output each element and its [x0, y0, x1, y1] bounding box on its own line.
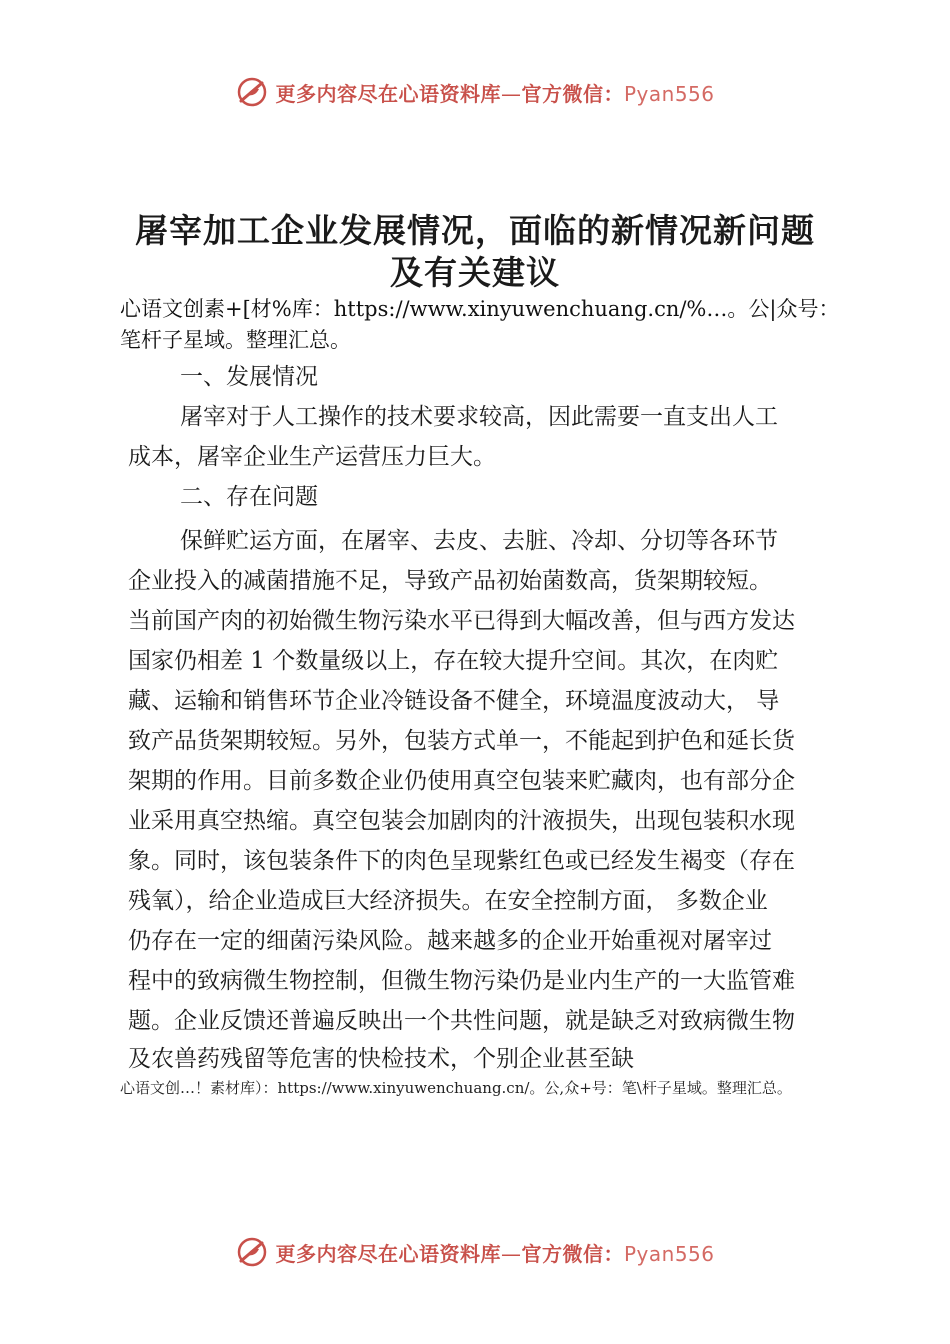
paragraph-line: 象。同时，该包装条件下的肉色呈现紫红色或已经发生褐变（存在 [128, 848, 795, 874]
paragraph-line: 题。企业反馈还普遍反映出一个共性问题，就是缺乏对致病微生物 [128, 1008, 795, 1034]
paragraph-line: 保鲜贮运方面，在屠宰、去皮、去脏、冷却、分切等各环节 [180, 528, 778, 554]
paragraph-line: 当前国产肉的初始微生物污染水平已得到大幅改善，但与西方发达 [128, 608, 795, 634]
top-watermark-banner [0, 72, 950, 112]
section-heading-development: 一、发展情况 [180, 364, 318, 390]
banner-dash: — [500, 81, 522, 106]
banner-wechat-label: 官方微信： [521, 1241, 624, 1266]
banner-text [275, 78, 714, 107]
bottom-watermark-banner [0, 1232, 950, 1272]
brand-logo-icon [235, 75, 269, 109]
document-title [60, 210, 890, 294]
banner-wechat-id: Pyan556 [623, 1241, 715, 1266]
paragraph-line: 藏、运输和销售环节企业冷链设备不健全，环境温度波动大， 导 [128, 688, 780, 714]
footer-source-note: 心语文创…！素材库）：https://www.xinyuwenchuang.cn/。公,众+号：笔\杆子星域。整理汇总。 [120, 1079, 792, 1097]
banner-slogan: 更多内容尽在心语资料库 [275, 81, 501, 106]
banner-wechat-id: Pyan556 [623, 81, 715, 106]
paragraph-line: 残氧），给企业造成巨大经济损失。在安全控制方面， 多数企业 [128, 888, 768, 914]
paragraph-line: 业采用真空热缩。真空包装会加剧肉的汁液损失，出现包装积水现 [128, 808, 795, 834]
paragraph-line: 屠宰对于人工操作的技术要求较高，因此需要一直支出人工 [180, 404, 778, 430]
paragraph-line: 程中的致病微生物控制，但微生物污染仍是业内生产的一大监管难 [128, 968, 795, 994]
paragraph-line: 成本，屠宰企业生产运营压力巨大。 [128, 444, 496, 470]
title-line-2: 及有关建议 [390, 253, 560, 292]
source-note: 心语文创素+[材%库：https://www.xinyuwenchuang.cn/%…。公|众号：笔杆子星域。整理汇总。 [120, 297, 840, 352]
paragraph-line: 架期的作用。目前多数企业仍使用真空包装来贮藏肉，也有部分企 [128, 768, 795, 794]
brand-logo-icon [235, 1235, 269, 1269]
paragraph-line: 致产品货架期较短。另外，包装方式单一，不能起到护色和延长货 [128, 728, 795, 754]
title-line-1: 屠宰加工企业发展情况，面临的新情况新问题 [135, 211, 815, 250]
banner-text [275, 1238, 714, 1267]
paragraph-line: 仍存在一定的细菌污染风险。越来越多的企业开始重视对屠宰过 [128, 928, 772, 954]
banner-wechat-label: 官方微信： [521, 81, 624, 106]
section-heading-problems: 二、存在问题 [180, 484, 318, 510]
paragraph-line: 国家仍相差 1 个数量级以上，存在较大提升空间。其次，在肉贮 [128, 648, 779, 674]
banner-dash: — [500, 1241, 522, 1266]
paragraph-line: 及农兽药残留等危害的快检技术，个别企业甚至缺 [128, 1046, 634, 1072]
paragraph-line: 企业投入的减菌措施不足，导致产品初始菌数高，货架期较短。 [128, 568, 772, 594]
banner-slogan: 更多内容尽在心语资料库 [275, 1241, 501, 1266]
